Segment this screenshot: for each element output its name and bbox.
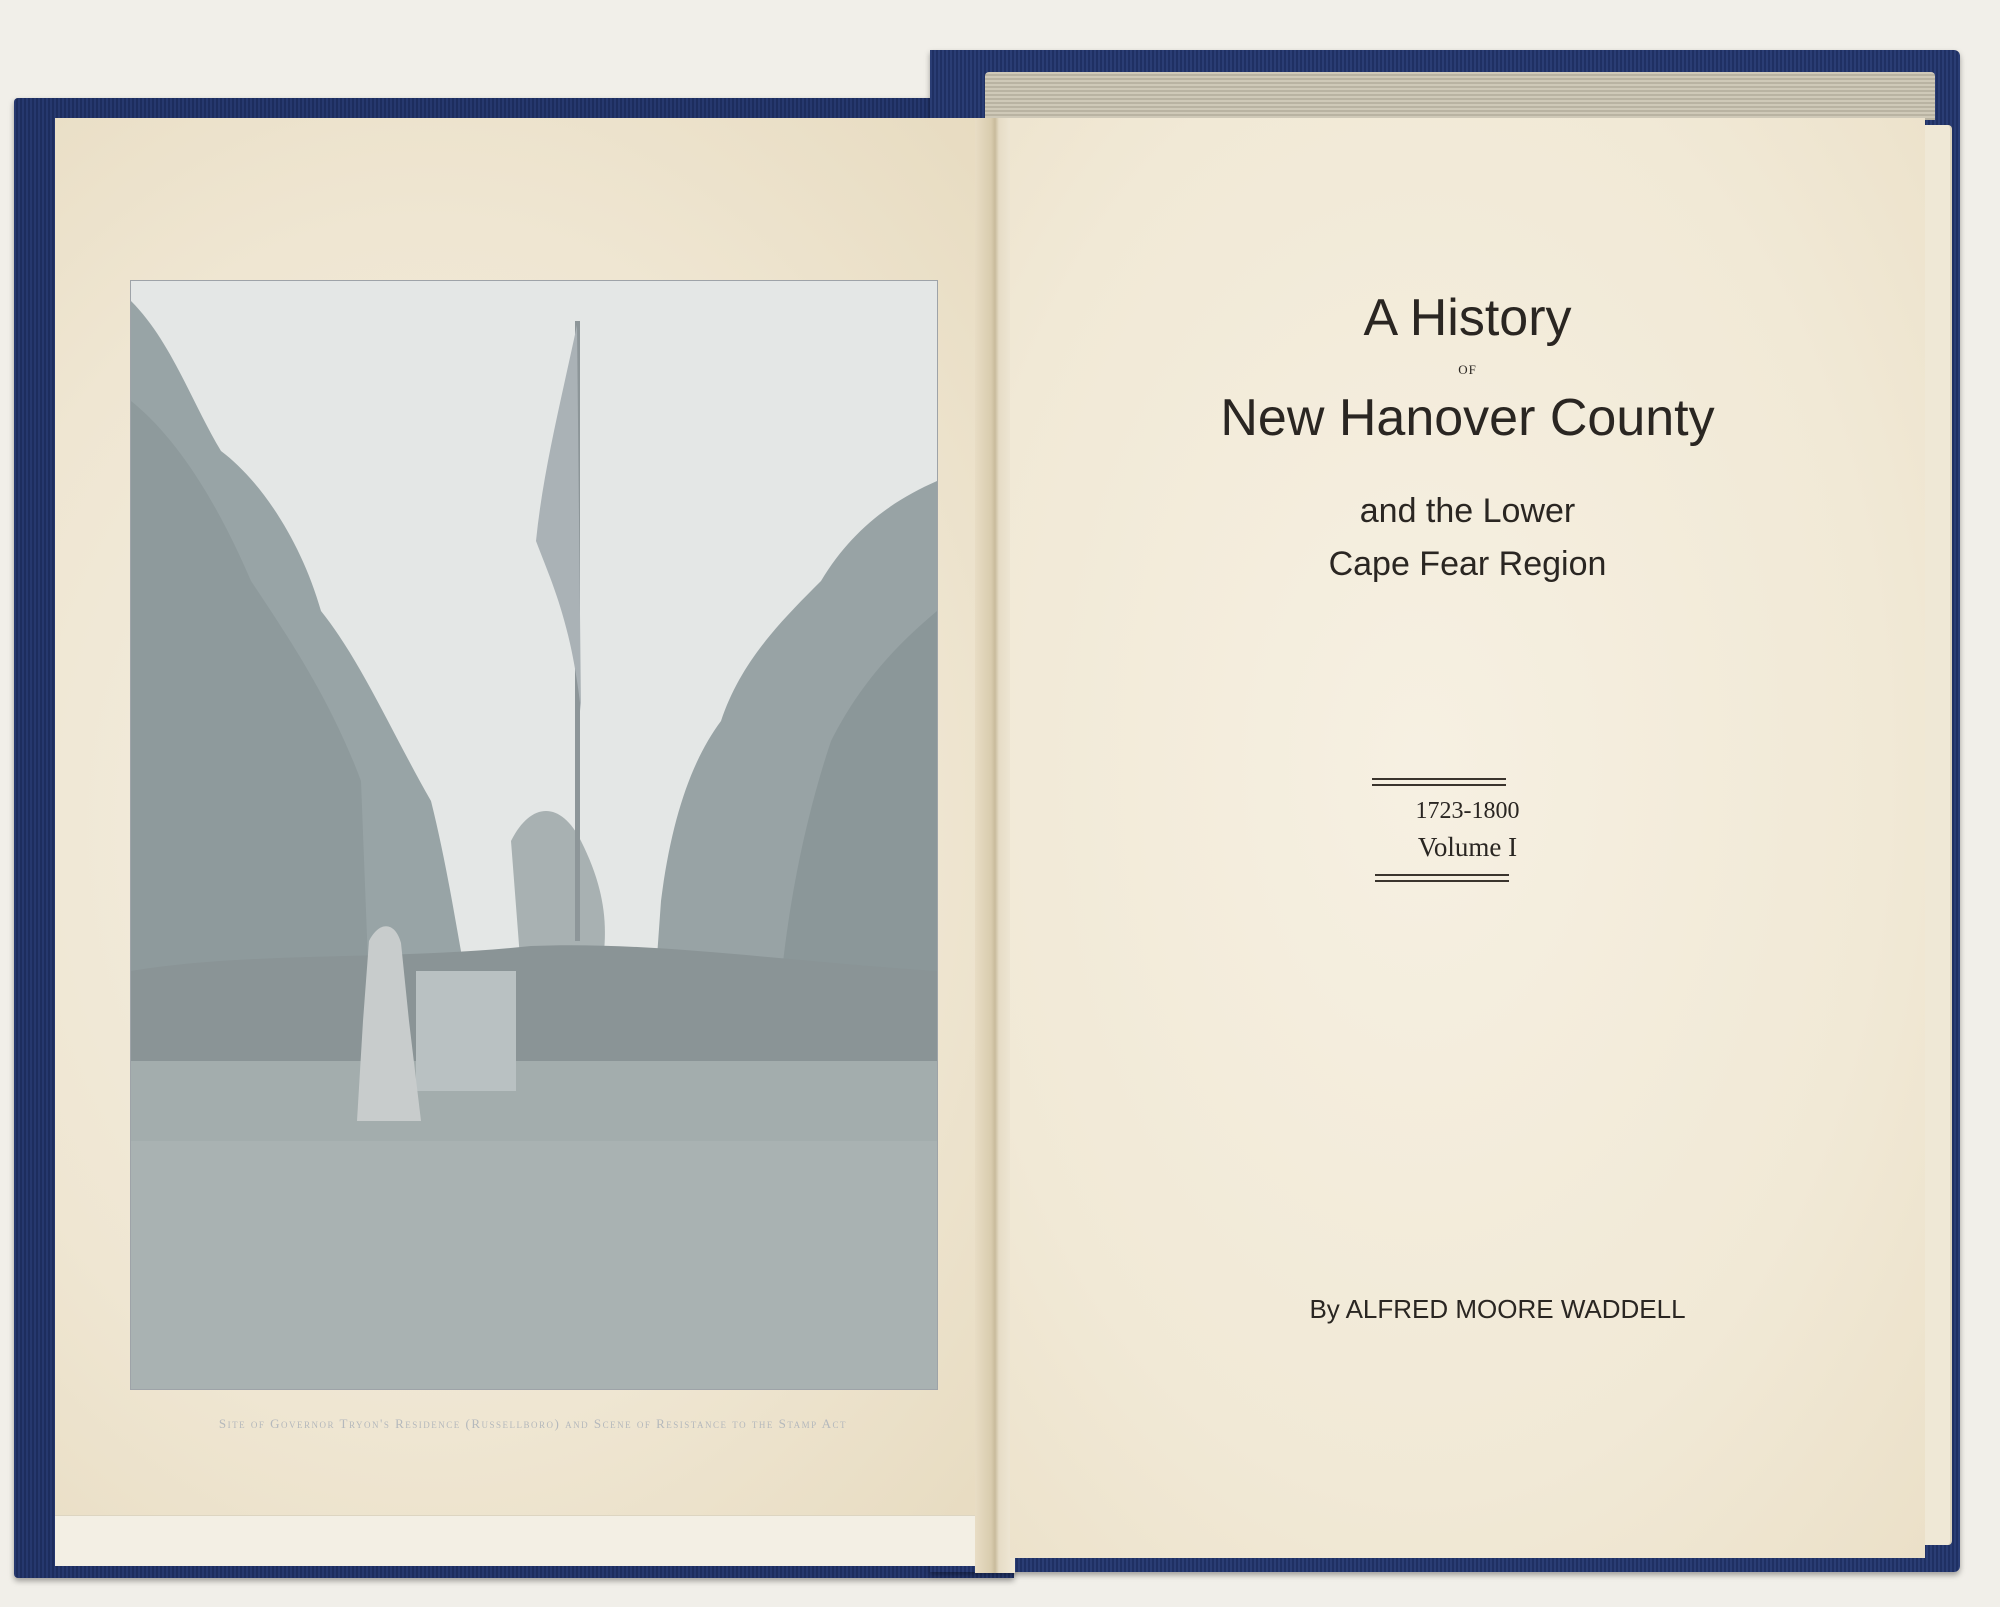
date-range: 1723-1800 (1415, 798, 1520, 824)
frontispiece-photograph (130, 280, 938, 1390)
book-gutter (975, 118, 1015, 1573)
rule-top-upper (1372, 778, 1506, 780)
rule-top-lower (1372, 784, 1506, 786)
rule-bottom-lower (1375, 880, 1509, 882)
title-line-1: A History (1363, 289, 1572, 347)
page-block-edges (985, 72, 1935, 120)
subtitle-line-1: and the Lower (1359, 492, 1576, 530)
volume-label: Volume I (1417, 832, 1518, 862)
frontispiece-caption: Site of Governor Tryon's Residence (Russellboro) and Scene of Resistance to the Stamp Act (218, 1416, 848, 1431)
author-line: By ALFRED MOORE WADDELL (1309, 1294, 1686, 1324)
tissue-guard-edge (55, 1515, 990, 1566)
rule-bottom-upper (1375, 874, 1509, 876)
title-of: OF (1458, 362, 1477, 377)
photograph-scene (131, 281, 937, 1389)
title-line-2: New Hanover County (1220, 389, 1715, 447)
subtitle-line-2: Cape Fear Region (1328, 545, 1607, 583)
